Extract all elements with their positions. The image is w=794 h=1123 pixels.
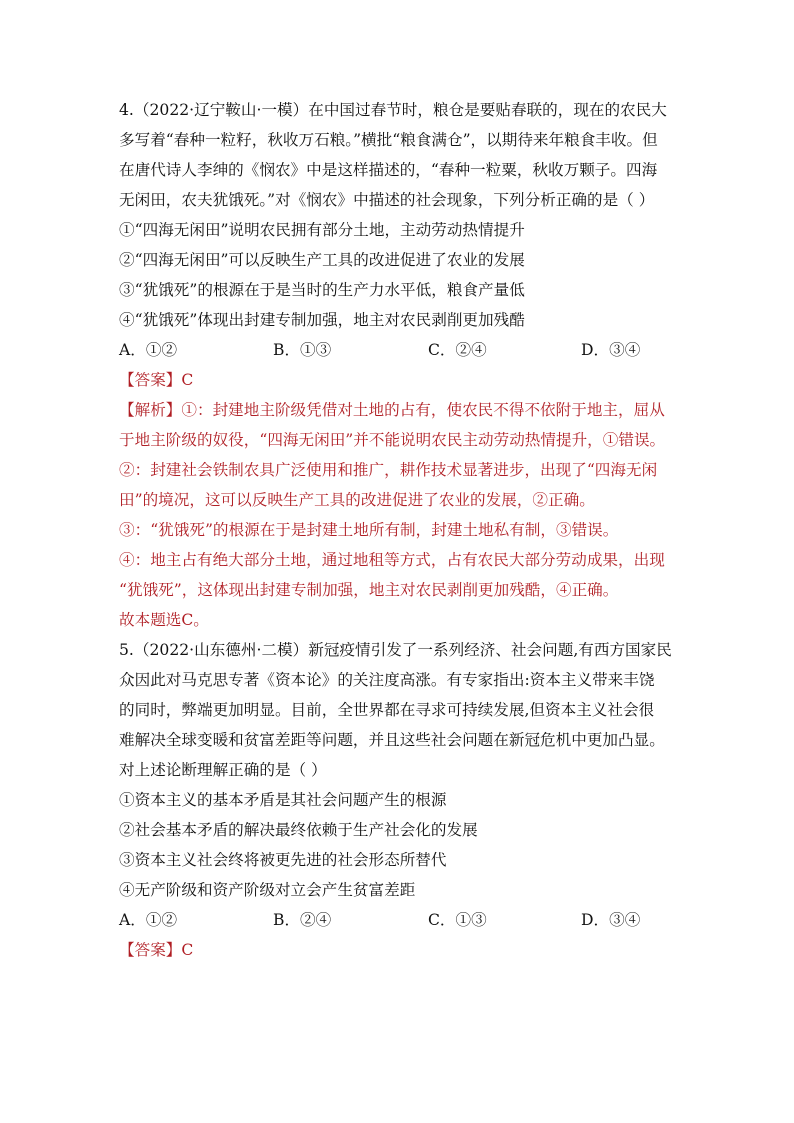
question-stem-line: 在唐代诗人李绅的《悯农》中是这样描述的，“春种一粒粟，秋收万颗子。四海	[119, 161, 658, 179]
statement: ③资本主义社会终将被更先进的社会形态所替代	[119, 851, 447, 869]
option-a: A．①②	[119, 341, 178, 359]
analysis-line: ③：“犹饿死”的根源在于是封建土地所有制，封建土地私有制，③错误。	[119, 521, 619, 539]
answer-options	[119, 335, 689, 365]
question-stem-line: 多写着“春种一粒籽，秋收万石粮。”横批“粮食满仓”，以期待来年粮食丰收。但	[119, 131, 658, 149]
option-a: A．①②	[119, 911, 178, 929]
question-stem-line: 无闲田，农夫犹饿死。”对《悯农》中描述的社会现象，下列分析正确的是（ ）	[119, 191, 655, 209]
question-stem-line: 的同时，弊端更加明显。目前，全世界都在寻求可持续发展,但资本主义社会很	[119, 701, 655, 719]
option-b: B．②④	[273, 911, 332, 929]
answer-tag: 【答案】	[119, 371, 182, 389]
option-b: B．①③	[273, 341, 332, 359]
document-page	[119, 95, 689, 965]
analysis-tag: 【解析】	[119, 401, 182, 419]
statement: ④无产阶级和资产阶级对立会产生贫富差距	[119, 881, 416, 899]
analysis-text: ①：封建地主阶级凭借对土地的占有，使农民不得不依附于地主，屈从	[181, 401, 665, 419]
option-d: D．③④	[581, 341, 641, 359]
answer-value: C	[181, 371, 194, 389]
answer-tag: 【答案】	[119, 941, 182, 959]
answer-value: C	[181, 941, 194, 959]
answer-line	[119, 935, 689, 965]
analysis-line: “犹饿死”，这体现出封建专制加强，地主对农民剥削更加残酷，④正确。	[119, 581, 619, 599]
analysis-line: 田”的境况，这可以反映生产工具的改进促进了农业的发展，②正确。	[119, 491, 595, 509]
statement: ④“犹饿死”体现出封建专制加强，地主对农民剥削更加残酷	[119, 311, 525, 329]
statement: ③“犹饿死”的根源在于是当时的生产力水平低，粮食产量低	[119, 281, 525, 299]
question-5	[119, 635, 689, 965]
analysis-line: ④：地主占有绝大部分土地，通过地租等方式，占有农民大部分劳动成果，出现	[119, 551, 665, 569]
analysis-line	[119, 395, 689, 425]
statement: ②社会基本矛盾的解决最终依赖于生产社会化的发展	[119, 821, 478, 839]
question-stem-line: 众因此对马克思专著《资本论》的关注度高涨。有专家指出:资本主义带来丰饶	[119, 671, 655, 689]
option-d: D．③④	[581, 911, 641, 929]
option-c: C．①③	[428, 911, 487, 929]
question-stem-line: 对上述论断理解正确的是（ ）	[119, 761, 327, 779]
question-stem-line: 5.（2022·山东德州·二模）新冠疫情引发了一系列经济、社会问题,有西方国家民	[119, 641, 672, 659]
statement: ②“四海无闲田”可以反映生产工具的改进促进了农业的发展	[119, 251, 525, 269]
question-stem-line: 难解决全球变暖和贫富差距等问题，并且这些社会问题在新冠危机中更加凸显。	[119, 731, 665, 749]
question-4	[119, 95, 689, 635]
statement: ①“四海无闲田”说明农民拥有部分土地，主动劳动热情提升	[119, 221, 525, 239]
answer-options	[119, 905, 689, 935]
answer-line	[119, 365, 689, 395]
question-stem-line: 4.（2022·辽宁鞍山·一模）在中国过春节时，粮仓是要贴春联的，现在的农民大	[119, 101, 667, 119]
option-c: C．②④	[428, 341, 487, 359]
statement: ①资本主义的基本矛盾是其社会问题产生的根源	[119, 791, 447, 809]
analysis-line: 于地主阶级的奴役，“四海无闲田”并不能说明农民主动劳动热情提升，①错误。	[119, 431, 666, 449]
conclusion-line: 故本题选C。	[119, 611, 209, 629]
analysis-line: ②：封建社会铁制农具广泛使用和推广，耕作技术显著进步，出现了“四海无闲	[119, 461, 658, 479]
